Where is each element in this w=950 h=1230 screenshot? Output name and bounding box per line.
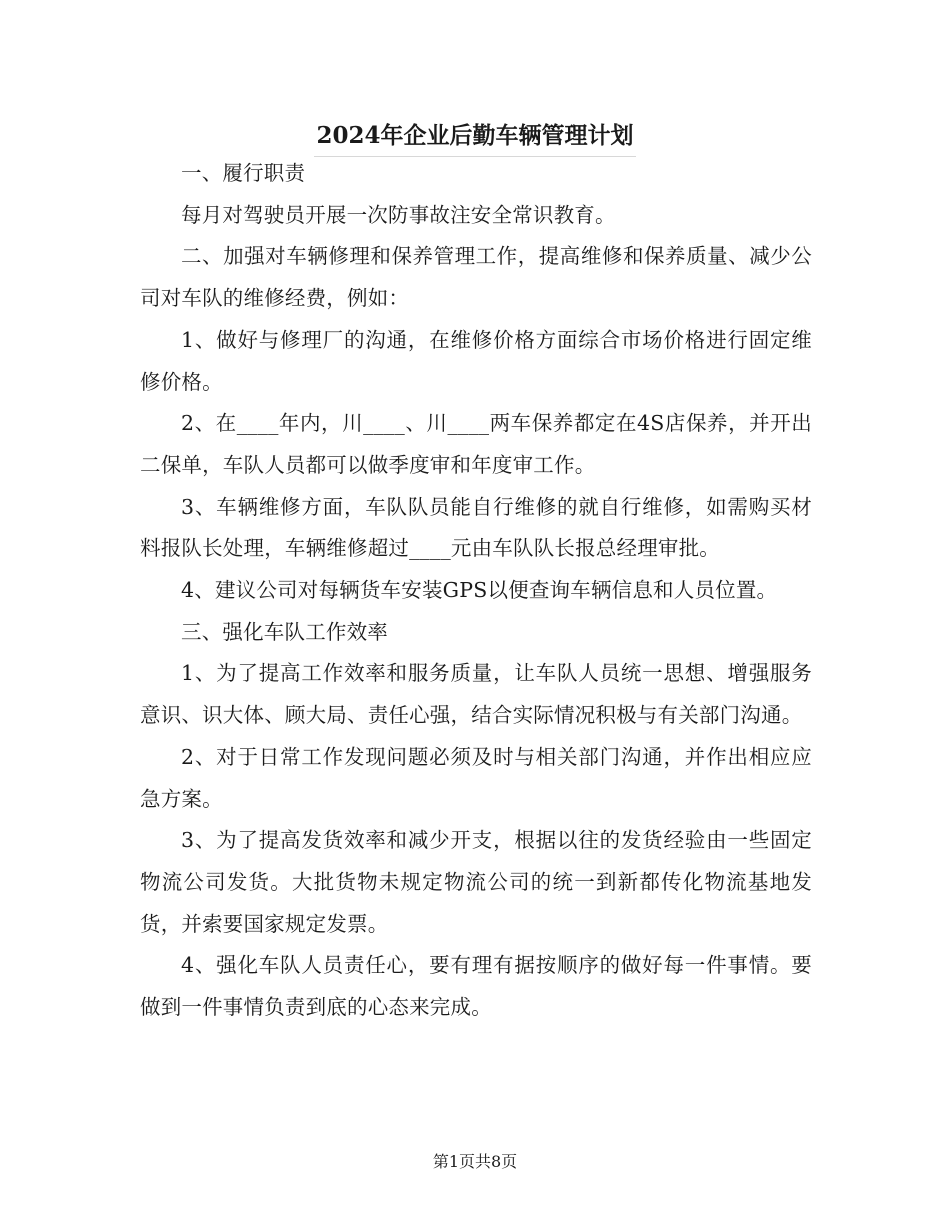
document-body [140, 153, 812, 1029]
paragraph: 1、为了提高工作效率和服务质量，让车队人员统一思想、增强服务意识、识大体、顾大局、责任心强，结合实际情况积极与有关部门沟通。 [140, 661, 812, 728]
page-title-text: 2024年企业后勤车辆管理计划 [314, 119, 635, 157]
paragraph: 2、对于日常工作发现问题必须及时与相关部门沟通，并作出相应应急方案。 [140, 744, 812, 811]
paragraph: 每月对驾驶员开展一次防事故注安全常识教育。 [181, 202, 616, 227]
paragraph: 1、做好与修理厂的沟通，在维修价格方面综合市场价格进行固定维修价格。 [140, 327, 812, 394]
paragraph: 3、车辆维修方面，车队队员能自行维修的就自行维修，如需购买材料报队长处理，车辆维修超过____元由车队队长报总经理审批。 [140, 494, 812, 561]
paragraph: 4、强化车队人员责任心，要有理有据按顺序的做好每一件事情。要做到一件事情负责到底的心态来完成。 [140, 953, 812, 1020]
paragraph: 3、为了提高发货效率和减少开支，根据以往的发货经验由一些固定物流公司发货。大批货物未规定物流公司的统一到新都传化物流基地发货，并索要国家规定发票。 [140, 828, 812, 936]
page-title [0, 119, 950, 157]
paragraph-section-1-heading: 一、履行职责 [181, 161, 306, 185]
paragraph-section-2-heading: 二、加强对车辆修理和保养管理工作，提高维修和保养质量、减少公司对车队的维修经费，例如： [140, 244, 812, 311]
paragraph: 4、建议公司对每辆货车安装GPS以便查询车辆信息和人员位置。 [181, 578, 778, 603]
page-number: 第1页共8页 [432, 1152, 518, 1171]
paragraph: 2、在____年内，川____、川____两车保养都定在4S店保养，并开出二保单，车队人员都可以做季度审和年度审工作。 [140, 411, 812, 477]
paragraph-section-3-heading: 三、强化车队工作效率 [181, 619, 388, 644]
